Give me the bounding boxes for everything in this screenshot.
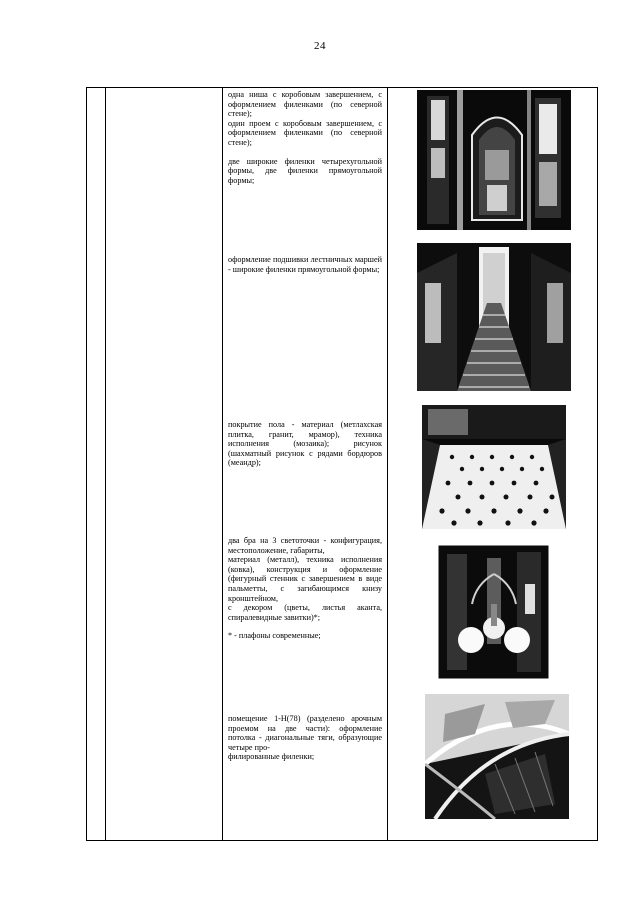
mosaic-floor-photo: [422, 405, 566, 529]
ceiling-ribs-photo: [425, 694, 569, 819]
entry-1-paragraph-4: две широкие филенки четырехугольной формы, две филенки прямоугольной формы;: [228, 156, 382, 185]
entry-4-paragraph-2: материал (металл), техника исполнения (ковка), конструкция и оформление (фигурный стенник с завершением в виде пальметты, с загибающимся книзу кронштейном,: [228, 555, 382, 603]
entry-1-description: [228, 90, 382, 185]
column-divider: [105, 88, 106, 840]
staircase-photo: [417, 243, 571, 391]
column-divider: [222, 88, 223, 840]
entry-2-paragraph-1: оформление подшивки лестничных маршей - широкие филенки прямоугольной формы;: [228, 255, 382, 274]
column-divider: [387, 88, 388, 840]
entry-4-paragraph-1: два бра на 3 светоточки - конфигурация, местоположение, габариты,: [228, 536, 382, 555]
entry-3-paragraph-1: покрытие пола - материал (метлахская плитка, гранит, мрамор), техника исполнения (мозаика); рисунок (шахматный рисунок с рядами бордюров (меандр);: [228, 420, 382, 468]
entry-3-description: [228, 420, 382, 468]
wall-sconce-photo: [437, 544, 550, 680]
heritage-table: [86, 87, 598, 841]
entry-4-description: [228, 536, 382, 641]
entry-5-paragraph-1: помещение 1-Н(78) (разделено арочным проемом на две части): оформление потолка - диагональные тяги, образующие четыре про-: [228, 714, 382, 752]
entry-1-paragraph-1: одна ниша с коробовым завершением, с оформлением филенками (по северной стене);: [228, 90, 382, 119]
entry-5-description: [228, 714, 382, 762]
entry-4-paragraph-3: с декором (цветы, листья аканта, спиралевидные завитки)*;: [228, 603, 382, 622]
carved-wall-niche-photo: [417, 90, 571, 230]
entry-4-paragraph-5: * - плафоны современные;: [228, 631, 321, 641]
entry-5-paragraph-2: филированные филенки;: [228, 752, 315, 762]
page-number: 24: [314, 40, 326, 52]
entry-2-description: [228, 255, 382, 274]
entry-1-paragraph-2: один проем с коробовым завершением, с оформлением филенками (по северной стене);: [228, 118, 382, 147]
